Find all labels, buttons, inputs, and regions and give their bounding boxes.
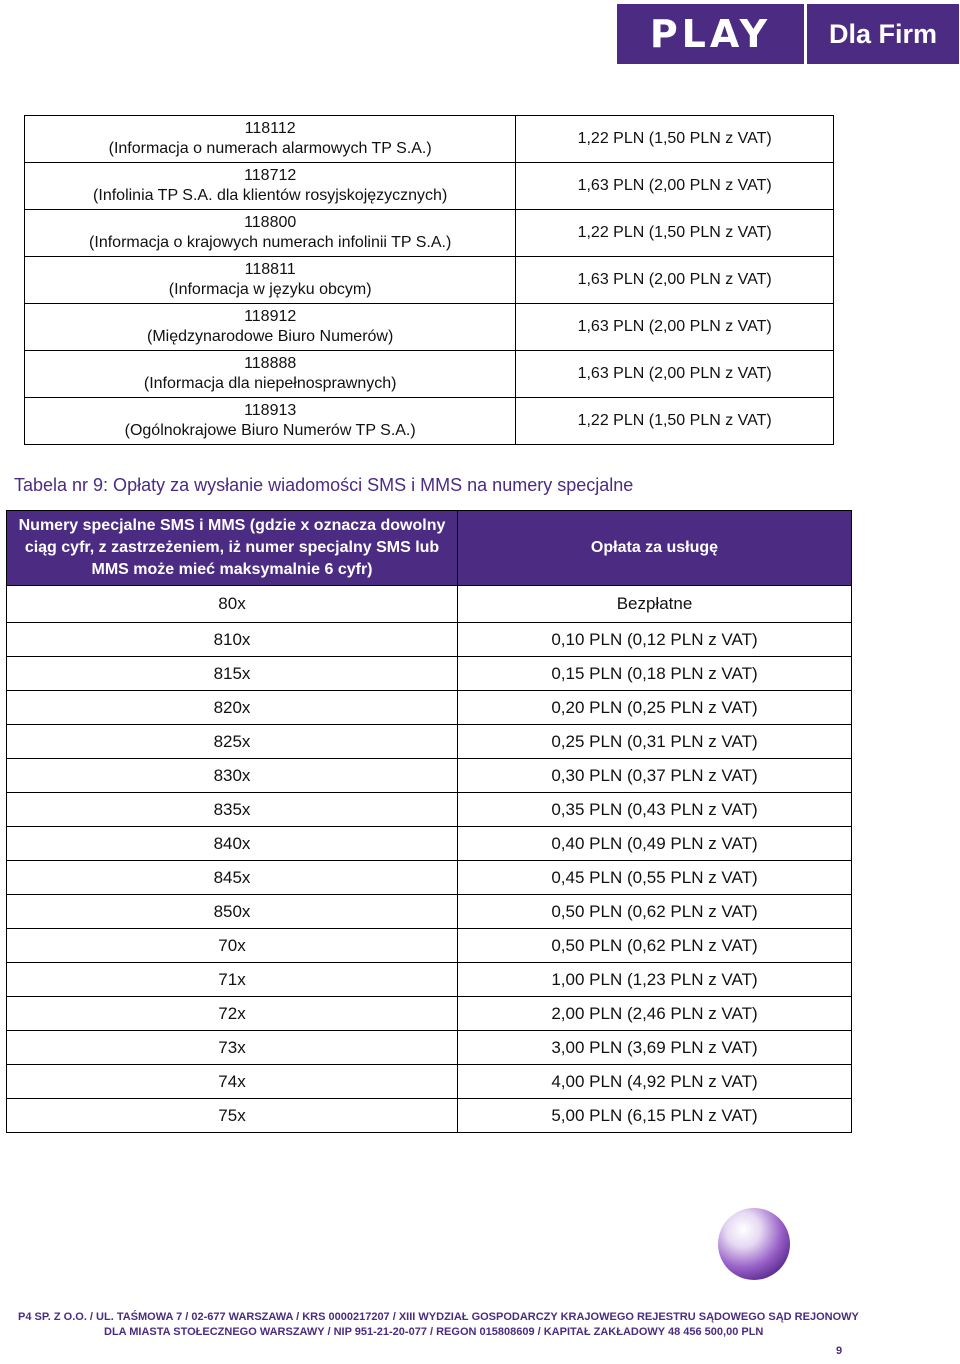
fee-cell: 0,25 PLN (0,31 PLN z VAT): [458, 725, 852, 759]
play-logo-box: [617, 4, 959, 64]
service-description: (Informacja o numerach alarmowych TP S.A.): [108, 140, 432, 157]
fee-cell: 4,00 PLN (4,92 PLN z VAT): [458, 1065, 852, 1099]
special-number-cell: 835x: [7, 793, 458, 827]
table-row: [25, 398, 834, 445]
fee-cell: 0,40 PLN (0,49 PLN z VAT): [458, 827, 852, 861]
price-value: 1,63 PLN (2,00 PLN: [577, 365, 721, 382]
special-number-cell: 845x: [7, 861, 458, 895]
special-number-cell: 840x: [7, 827, 458, 861]
fee-cell: 0,35 PLN (0,43 PLN z VAT): [458, 793, 852, 827]
play-sphere-logo: [718, 1208, 790, 1280]
price-value: 1,63 PLN (2,00 PLN: [577, 271, 721, 288]
table-row: [7, 827, 852, 861]
price-value: 1,22 PLN (1,50 PLN z VAT): [577, 130, 772, 147]
table-row: [7, 929, 852, 963]
special-number-cell: 75x: [7, 1099, 458, 1133]
table-row: [25, 163, 834, 210]
service-number: 118913: [244, 402, 297, 419]
fee-cell: 3,00 PLN (3,69 PLN z VAT): [458, 1031, 852, 1065]
service-cell: [25, 398, 516, 445]
service-cell: [25, 304, 516, 351]
fee-cell: 0,50 PLN (0,62 PLN z VAT): [458, 895, 852, 929]
special-number-cell: 830x: [7, 759, 458, 793]
service-cell: [25, 163, 516, 210]
table-row: [7, 586, 852, 623]
service-cell: [25, 116, 516, 163]
special-number-cell: 815x: [7, 657, 458, 691]
fee-cell: 1,00 PLN (1,23 PLN z VAT): [458, 963, 852, 997]
price-value: 1,22 PLN (1,50 PLN z VAT): [577, 412, 772, 429]
table-row: [25, 116, 834, 163]
price-suffix: z VAT): [720, 365, 772, 382]
header-fee: Opłata za usługę: [458, 511, 852, 586]
table-caption: Tabela nr 9: Opłaty za wysłanie wiadomości SMS i MMS na numery specjalne: [14, 475, 634, 495]
table-row: [25, 351, 834, 398]
service-number: 118912: [244, 308, 297, 325]
info-numbers-table: [24, 115, 834, 445]
table-row: [7, 623, 852, 657]
price-cell: [516, 351, 834, 398]
service-description: (Infolinia TP S.A. dla klientów rosyjskojęzycznych): [93, 187, 448, 204]
special-number-cell: 810x: [7, 623, 458, 657]
footer-line-2: DLA MIASTA STOŁECZNEGO WARSZAWY / NIP 951-21-20-077 / REGON 015808609 / KAPITAŁ ZAKŁADOWY 48 456 500,00 PLN: [104, 1326, 764, 1338]
table-row: [25, 257, 834, 304]
table-row: [7, 793, 852, 827]
table-row: [25, 304, 834, 351]
header-special-numbers: Numery specjalne SMS i MMS (gdzie x oznacza dowolny ciąg cyfr, z zastrzeżeniem, iż numer specjalny SMS lub MMS może mieć maksymalnie 6 cyfr): [7, 511, 458, 586]
service-description: (Informacja o krajowych numerach infolinii TP S.A.): [89, 234, 452, 251]
table-row: [7, 895, 852, 929]
fee-cell: 0,50 PLN (0,62 PLN z VAT): [458, 929, 852, 963]
special-number-cell: 850x: [7, 895, 458, 929]
price-cell: [516, 116, 834, 163]
service-cell: [25, 210, 516, 257]
price-value: 1,63 PLN (2,00 PLN: [577, 177, 721, 194]
table-row: [7, 997, 852, 1031]
special-number-cell: 74x: [7, 1065, 458, 1099]
table-row: [7, 725, 852, 759]
service-number: 118811: [244, 261, 296, 278]
service-number: 118888: [244, 355, 297, 372]
service-number: 118800: [244, 214, 297, 231]
table-row: [7, 759, 852, 793]
service-description: (Ogólnokrajowe Biuro Numerów TP S.A.): [124, 422, 416, 439]
sms-mms-fees-table: [6, 510, 852, 1133]
fee-cell: 0,30 PLN (0,37 PLN z VAT): [458, 759, 852, 793]
price-value: 1,22 PLN (1,50 PLN z VAT): [577, 224, 772, 241]
price-cell: [516, 257, 834, 304]
service-number: 118712: [244, 167, 297, 184]
table-row: [7, 657, 852, 691]
price-cell: [516, 304, 834, 351]
service-description: (Międzynarodowe Biuro Numerów): [147, 328, 394, 345]
price-suffix: z VAT): [720, 271, 772, 288]
special-number-cell: 80x: [7, 586, 458, 623]
fee-cell: 0,20 PLN (0,25 PLN z VAT): [458, 691, 852, 725]
service-cell: [25, 257, 516, 304]
fee-cell: 0,45 PLN (0,55 PLN z VAT): [458, 861, 852, 895]
page-number: 9: [836, 1345, 843, 1357]
dla-firm-badge: Dla Firm: [828, 18, 938, 49]
price-suffix: z VAT): [720, 177, 772, 194]
special-number-cell: 72x: [7, 997, 458, 1031]
special-number-cell: 820x: [7, 691, 458, 725]
table-row: [25, 210, 834, 257]
service-cell: [25, 351, 516, 398]
fee-cell: 0,10 PLN (0,12 PLN z VAT): [458, 623, 852, 657]
table-row: [7, 861, 852, 895]
table-header-row: [7, 511, 852, 586]
special-number-cell: 71x: [7, 963, 458, 997]
special-number-cell: 73x: [7, 1031, 458, 1065]
table-row: [7, 1099, 852, 1133]
fee-cell: 0,15 PLN (0,18 PLN z VAT): [458, 657, 852, 691]
table-row: [7, 963, 852, 997]
price-suffix: z VAT): [720, 318, 772, 335]
fee-cell: 5,00 PLN (6,15 PLN z VAT): [458, 1099, 852, 1133]
fee-cell: 2,00 PLN (2,46 PLN z VAT): [458, 997, 852, 1031]
price-value: 1,63 PLN (2,00 PLN: [577, 318, 721, 335]
fee-cell: Bezpłatne: [458, 586, 852, 623]
special-number-cell: 70x: [7, 929, 458, 963]
service-number: 118112: [244, 120, 296, 137]
service-description: (Informacja w języku obcym): [168, 281, 372, 298]
play-logo: PLAY: [617, 4, 807, 64]
special-number-cell: 825x: [7, 725, 458, 759]
price-cell: [516, 210, 834, 257]
footer-line-1: P4 SP. Z O.O. / UL. TAŚMOWA 7 / 02-677 WARSZAWA / KRS 0000217207 / XIII WYDZIAŁ GOSPODARCZY KRAJOWEGO REJESTRU SĄDOWEGO SĄD REJONOWY: [18, 1311, 859, 1323]
table-row: [7, 1065, 852, 1099]
table-row: [7, 1031, 852, 1065]
price-cell: [516, 398, 834, 445]
table-row: [7, 691, 852, 725]
service-description: (Informacja dla niepełnosprawnych): [143, 375, 397, 392]
price-cell: [516, 163, 834, 210]
